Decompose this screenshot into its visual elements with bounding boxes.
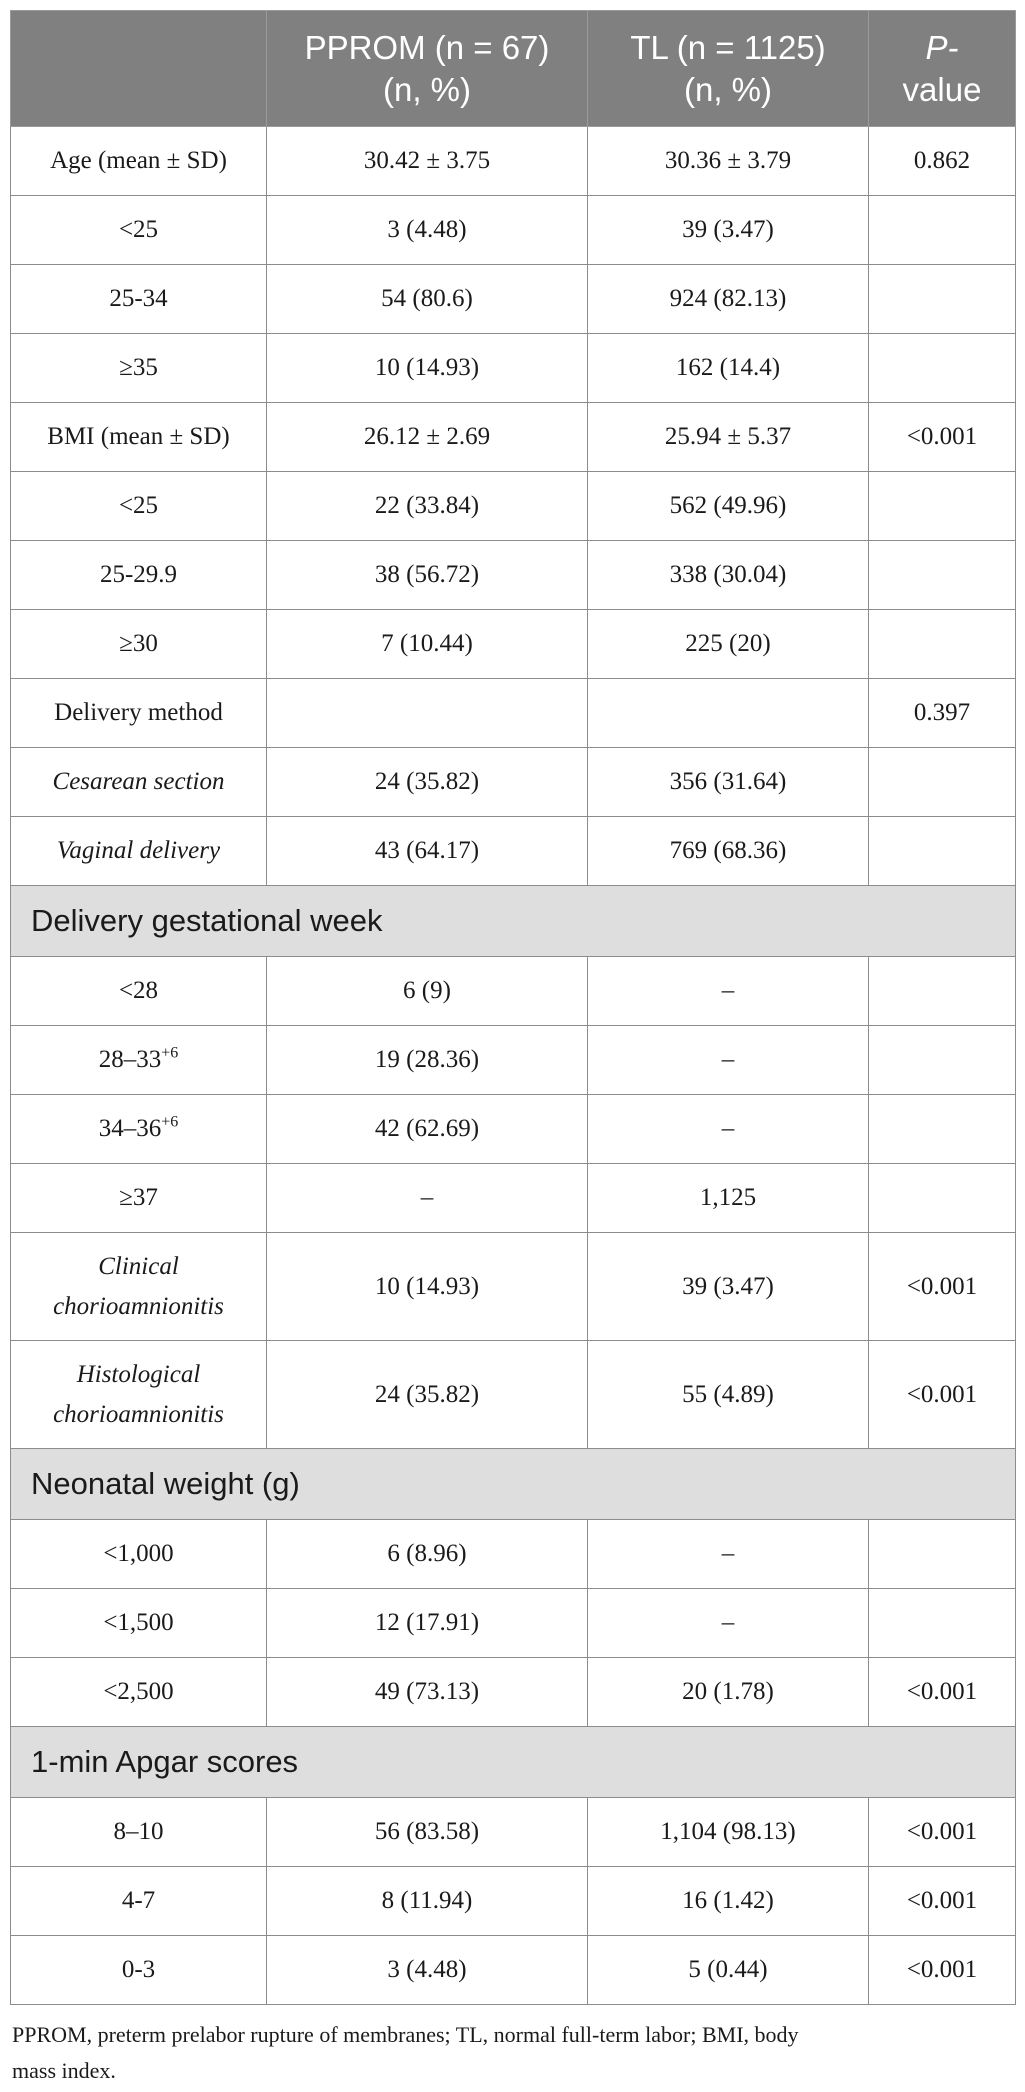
- table-row: [11, 610, 1016, 679]
- tl-cell: 20 (1.78): [588, 1658, 869, 1727]
- superscript: +6: [161, 1113, 179, 1131]
- p-value-cell: [869, 1520, 1016, 1589]
- pprom-cell: 6 (9): [267, 957, 588, 1026]
- header-cell-tl: [588, 11, 869, 127]
- row-label-line1: Histological: [76, 1360, 201, 1388]
- row-label: 0-3: [11, 1936, 267, 2005]
- pprom-cell: 7 (10.44): [267, 610, 588, 679]
- table-row: [11, 1867, 1016, 1936]
- row-label-cell: [11, 1233, 267, 1341]
- section-title-neonatal-weight: Neonatal weight (g): [11, 1449, 1016, 1520]
- pprom-cell: 42 (62.69): [267, 1095, 588, 1164]
- tl-cell: 39 (3.47): [588, 196, 869, 265]
- tl-cell: –: [588, 1026, 869, 1095]
- tl-cell: –: [588, 1095, 869, 1164]
- p-value-cell: [869, 265, 1016, 334]
- tl-cell: 39 (3.47): [588, 1233, 869, 1341]
- pprom-cell: 3 (4.48): [267, 196, 588, 265]
- table-row: [11, 472, 1016, 541]
- p-value-cell: <0.001: [869, 403, 1016, 472]
- row-label: ≥35: [11, 334, 267, 403]
- p-value-cell: [869, 334, 1016, 403]
- row-label: <28: [11, 957, 267, 1026]
- table-row: [11, 196, 1016, 265]
- p-value-cell: <0.001: [869, 1798, 1016, 1867]
- p-value-cell: [869, 196, 1016, 265]
- table-row: [11, 127, 1016, 196]
- p-value-cell: 0.397: [869, 679, 1016, 748]
- tl-cell: [588, 679, 869, 748]
- pprom-cell: 24 (35.82): [267, 748, 588, 817]
- section-header-row: [11, 1449, 1016, 1520]
- pprom-cell: 30.42 ± 3.75: [267, 127, 588, 196]
- row-label: Age (mean ± SD): [11, 127, 267, 196]
- p-value-cell: [869, 541, 1016, 610]
- table-row: [11, 748, 1016, 817]
- p-value-cell: <0.001: [869, 1658, 1016, 1727]
- tl-cell: 562 (49.96): [588, 472, 869, 541]
- pprom-cell: 26.12 ± 2.69: [267, 403, 588, 472]
- row-label: Vaginal delivery: [11, 817, 267, 886]
- section-header-row: [11, 1727, 1016, 1798]
- row-label: <2,500: [11, 1658, 267, 1727]
- row-label-cell: [11, 1026, 267, 1095]
- header-cell-pvalue: [869, 11, 1016, 127]
- table-row: [11, 1658, 1016, 1727]
- row-label: 25-29.9: [11, 541, 267, 610]
- tl-cell: 225 (20): [588, 610, 869, 679]
- row-label: 8–10: [11, 1798, 267, 1867]
- row-label: <1,000: [11, 1520, 267, 1589]
- table-row: [11, 1341, 1016, 1449]
- p-value-cell: <0.001: [869, 1341, 1016, 1449]
- row-label: ≥37: [11, 1164, 267, 1233]
- table-row: [11, 817, 1016, 886]
- section-title-apgar-scores: 1-min Apgar scores: [11, 1727, 1016, 1798]
- tl-cell: 356 (31.64): [588, 748, 869, 817]
- header-p-line1: P-: [925, 28, 959, 66]
- p-value-cell: <0.001: [869, 1867, 1016, 1936]
- header-row: [11, 11, 1016, 127]
- pprom-cell: 24 (35.82): [267, 1341, 588, 1449]
- table-row: [11, 679, 1016, 748]
- row-label: 34–36: [98, 1115, 162, 1142]
- tl-cell: 25.94 ± 5.37: [588, 403, 869, 472]
- pprom-cell: 56 (83.58): [267, 1798, 588, 1867]
- table-row: [11, 1026, 1016, 1095]
- p-value-cell: [869, 1589, 1016, 1658]
- tl-cell: 1,104 (98.13): [588, 1798, 869, 1867]
- footnote-line2: mass index.: [12, 2058, 116, 2083]
- table-container: [10, 10, 1015, 2089]
- p-value-cell: [869, 1026, 1016, 1095]
- table-row: [11, 1520, 1016, 1589]
- table-row: [11, 541, 1016, 610]
- tl-cell: –: [588, 1589, 869, 1658]
- table-row: [11, 957, 1016, 1026]
- table-row: [11, 265, 1016, 334]
- pprom-cell: 12 (17.91): [267, 1589, 588, 1658]
- p-value-cell: [869, 472, 1016, 541]
- p-value-cell: <0.001: [869, 1233, 1016, 1341]
- superscript: +6: [161, 1044, 179, 1062]
- tl-cell: 55 (4.89): [588, 1341, 869, 1449]
- pprom-cell: 10 (14.93): [267, 1233, 588, 1341]
- p-value-cell: [869, 748, 1016, 817]
- p-value-cell: 0.862: [869, 127, 1016, 196]
- header-cell-label: [11, 11, 267, 127]
- table-row: [11, 1936, 1016, 2005]
- tl-cell: 5 (0.44): [588, 1936, 869, 2005]
- p-value-cell: [869, 817, 1016, 886]
- table-row: [11, 334, 1016, 403]
- tl-cell: 924 (82.13): [588, 265, 869, 334]
- tl-cell: 162 (14.4): [588, 334, 869, 403]
- section-header-row: [11, 886, 1016, 957]
- row-label-line2: chorioamnionitis: [53, 1292, 224, 1320]
- row-label: 25-34: [11, 265, 267, 334]
- p-value-cell: [869, 1164, 1016, 1233]
- p-value-cell: [869, 610, 1016, 679]
- footnote-line1: PPROM, preterm prelabor rupture of membranes; TL, normal full-term labor; BMI, body: [12, 2022, 799, 2047]
- pprom-cell: 54 (80.6): [267, 265, 588, 334]
- pprom-cell: –: [267, 1164, 588, 1233]
- row-label-cell: [11, 1341, 267, 1449]
- tl-cell: 16 (1.42): [588, 1867, 869, 1936]
- row-label-line2: chorioamnionitis: [53, 1400, 224, 1428]
- tl-cell: 338 (30.04): [588, 541, 869, 610]
- data-table: [10, 10, 1016, 2005]
- pprom-cell: 19 (28.36): [267, 1026, 588, 1095]
- row-label: Delivery method: [11, 679, 267, 748]
- header-p-line2: value: [902, 70, 982, 108]
- tl-cell: 1,125: [588, 1164, 869, 1233]
- pprom-cell: 22 (33.84): [267, 472, 588, 541]
- table-row: [11, 1589, 1016, 1658]
- table-row: [11, 403, 1016, 472]
- table-row: [11, 1798, 1016, 1867]
- row-label: Cesarean section: [11, 748, 267, 817]
- pprom-cell: 43 (64.17): [267, 817, 588, 886]
- pprom-cell: 8 (11.94): [267, 1867, 588, 1936]
- row-label: ≥30: [11, 610, 267, 679]
- row-label: BMI (mean ± SD): [11, 403, 267, 472]
- row-label: <25: [11, 472, 267, 541]
- row-label-cell: [11, 1095, 267, 1164]
- pprom-cell: 3 (4.48): [267, 1936, 588, 2005]
- p-value-cell: <0.001: [869, 1936, 1016, 2005]
- header-cell-pprom: [267, 11, 588, 127]
- pprom-cell: 38 (56.72): [267, 541, 588, 610]
- section-title-gestational-week: Delivery gestational week: [11, 886, 1016, 957]
- header-pprom-line1: PPROM (n = 67): [304, 28, 550, 66]
- row-label-line1: Clinical: [98, 1252, 179, 1280]
- header-tl-line2: (n, %): [683, 70, 772, 108]
- p-value-cell: [869, 957, 1016, 1026]
- row-label: <25: [11, 196, 267, 265]
- tl-cell: 30.36 ± 3.79: [588, 127, 869, 196]
- pprom-cell: [267, 679, 588, 748]
- pprom-cell: 10 (14.93): [267, 334, 588, 403]
- tl-cell: –: [588, 957, 869, 1026]
- table-row: [11, 1095, 1016, 1164]
- header-tl-line1: TL (n = 1125): [630, 28, 826, 66]
- table-row: [11, 1233, 1016, 1341]
- table-row: [11, 1164, 1016, 1233]
- header-pprom-line2: (n, %): [382, 70, 471, 108]
- tl-cell: 769 (68.36): [588, 817, 869, 886]
- row-label: 28–33: [98, 1046, 162, 1073]
- p-value-cell: [869, 1095, 1016, 1164]
- row-label: <1,500: [11, 1589, 267, 1658]
- table-footnote: [10, 2017, 1015, 2089]
- pprom-cell: 49 (73.13): [267, 1658, 588, 1727]
- pprom-cell: 6 (8.96): [267, 1520, 588, 1589]
- row-label: 4-7: [11, 1867, 267, 1936]
- tl-cell: –: [588, 1520, 869, 1589]
